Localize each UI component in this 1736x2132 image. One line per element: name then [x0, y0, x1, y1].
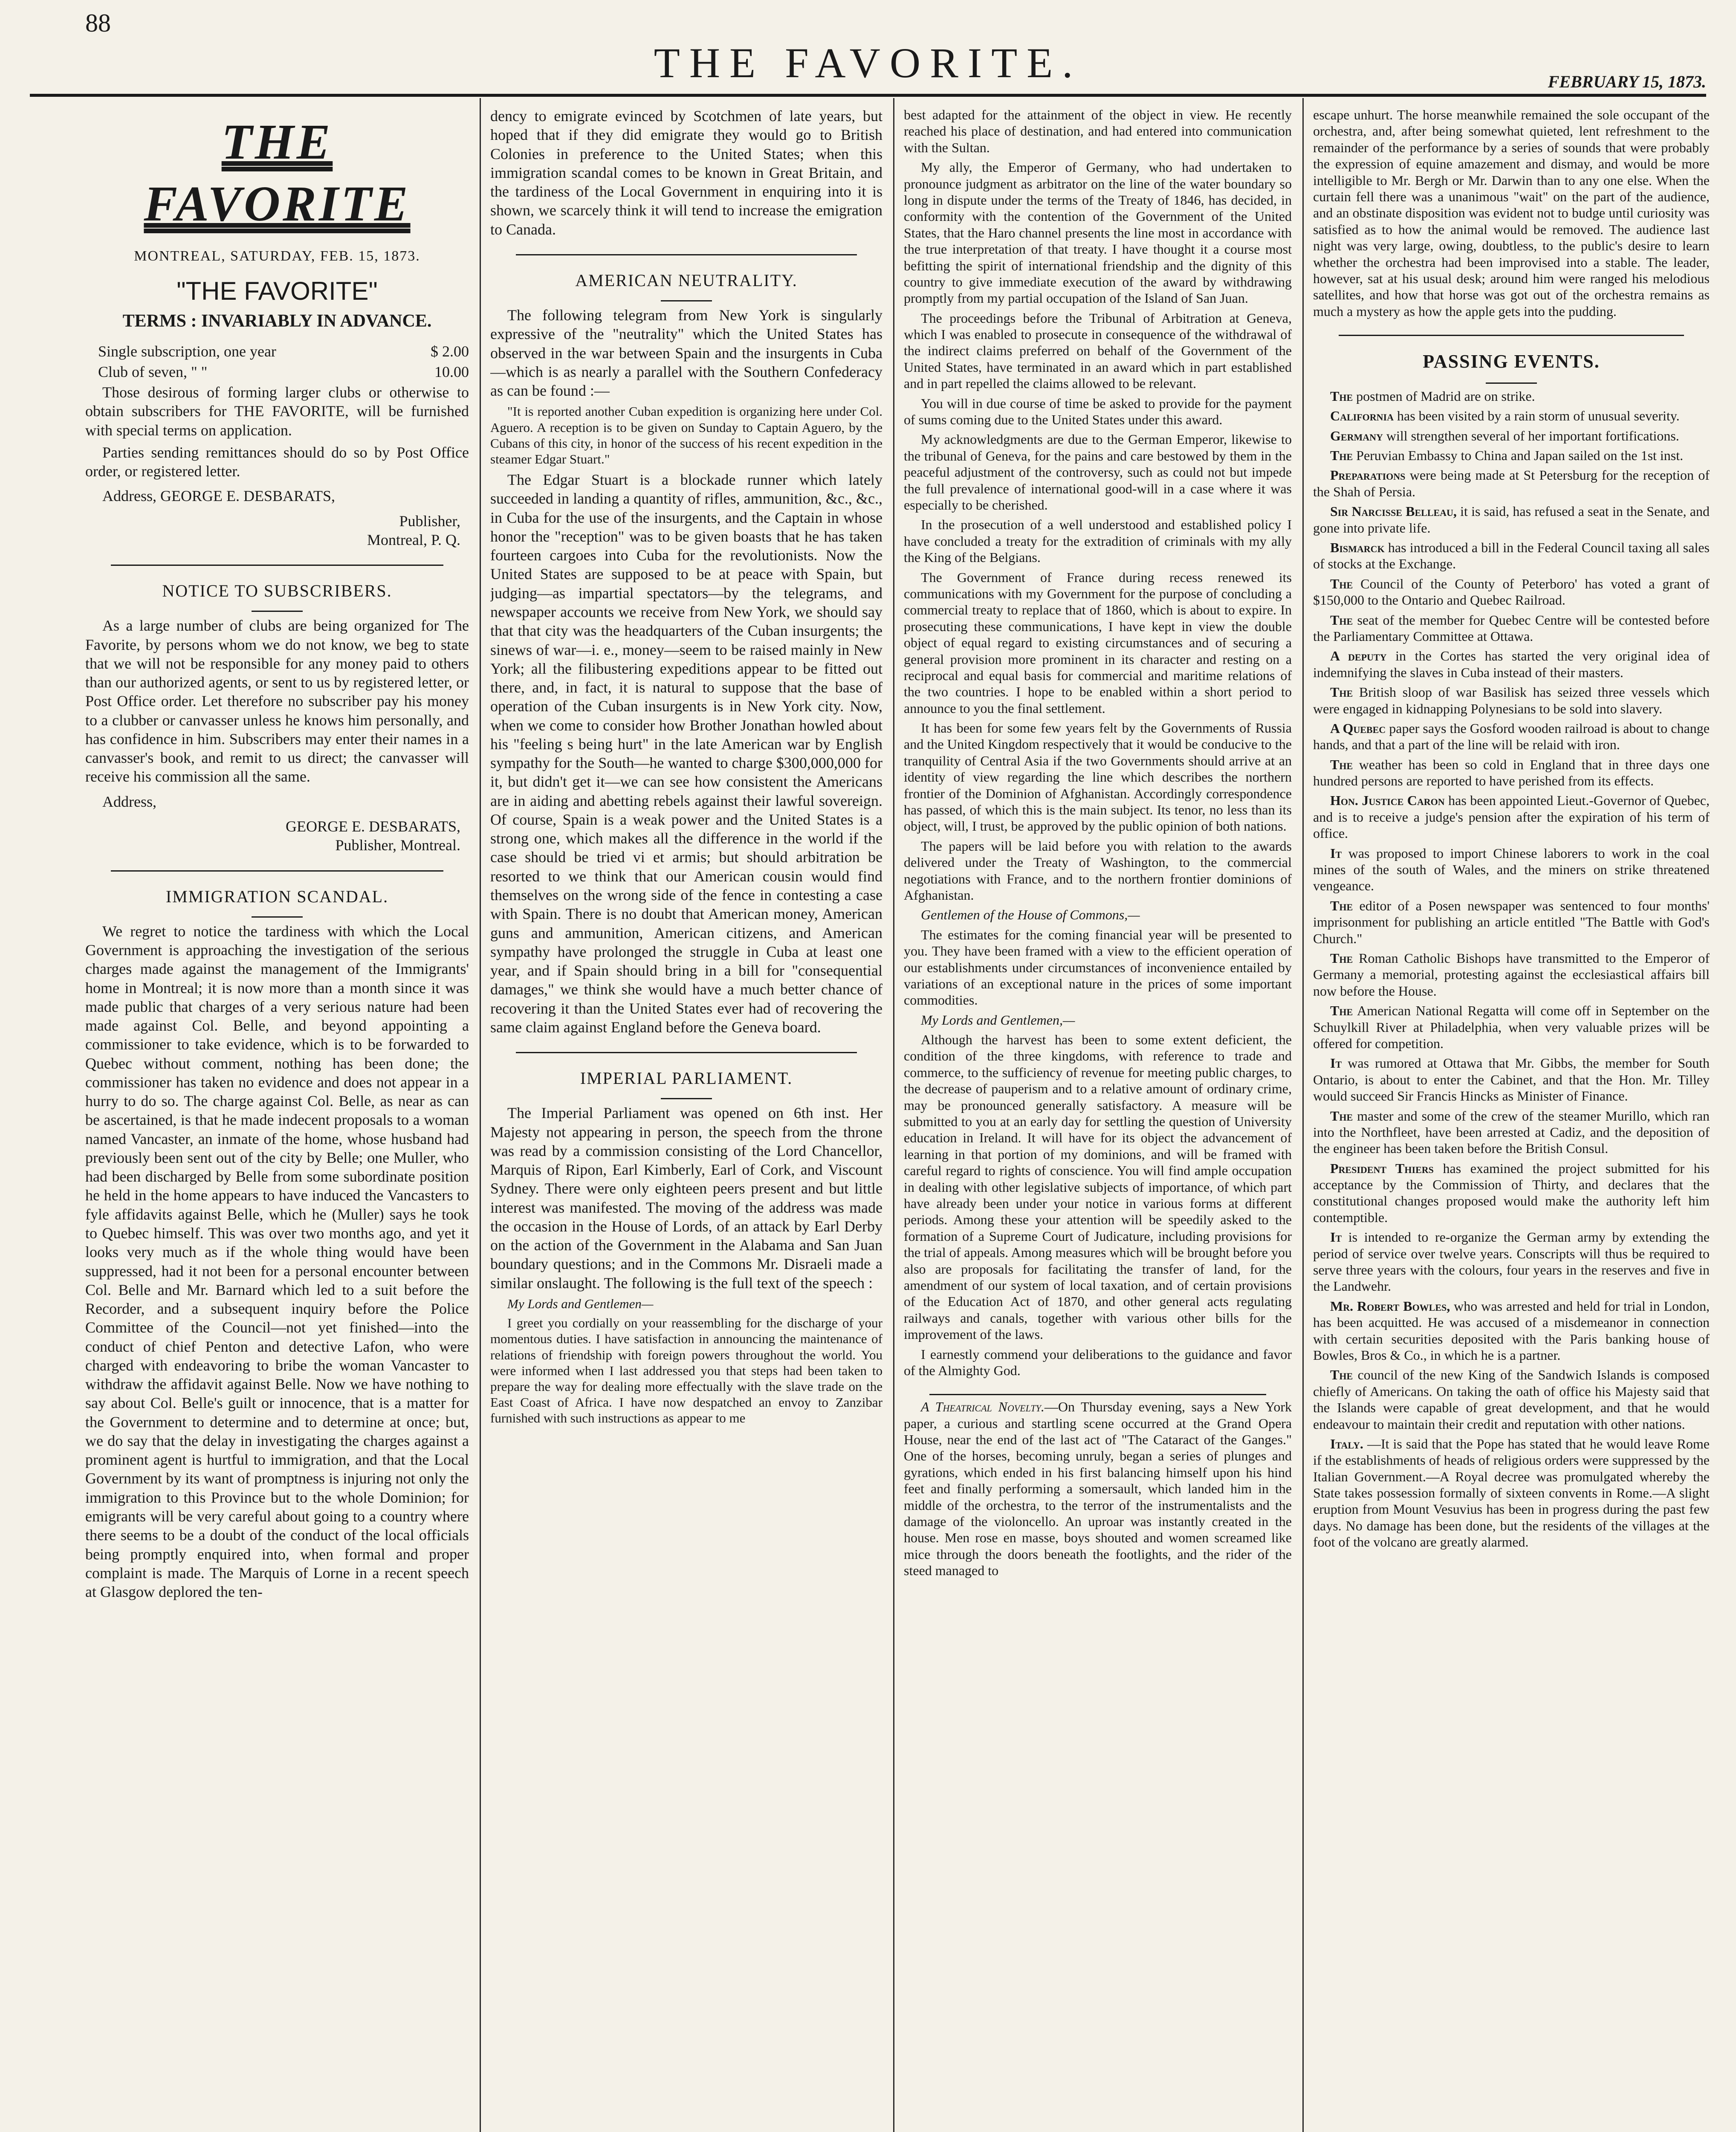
parliament-intro: The Imperial Parliament was opened on 6th inst. Her Majesty not appearing in person, the speech from the throne was read by a commission consisting of the Lord Chancellor, Marquis of Ripon, Earl Kimberly, Earl of Cork, and Viscount Sydney. There were only eighteen peers present and but little interest was manifested. The moving of the address was made the occasion in the House of Lords, of an attack by Earl Derby on the action of the Government in the Alabama and San Juan boundary questions; and in the Commons Mr. Disraeli made a similar onslaught. The following is the full text of the speech : — [490, 1104, 882, 1292]
publisher-city: Montreal, P. Q. — [367, 531, 460, 548]
address-label: Address, GEORGE E. DESBARATS, — [102, 487, 336, 505]
event-text: council of the new King of the Sandwich Islands is composed chiefly of Americans. On taking the oath of office his Majesty said that the Islands were capable of great development, and that he would endeavour to maintain their credit and reputation with other nations. — [1313, 1367, 1710, 1432]
event-lead: A Quebec — [1330, 720, 1386, 736]
section-divider — [111, 870, 443, 872]
event-item — [1313, 756, 1710, 789]
theatrical-paragraph — [904, 1399, 1292, 1579]
event-item — [1313, 428, 1710, 444]
immigration-heading: IMMIGRATION SCANDAL. — [165, 886, 389, 906]
event-text: paper says the Gosford wooden railroad is about to change hands, and that a part of the line will be relaid with iron. — [1313, 720, 1710, 753]
neutrality-quote: "It is reported another Cuban expedition is organizing here under Col. Aguero. A reception is to be given on Sunday to Captain Aguero, by the Cubans of this city, in honor of the success of his recent expedition in the steamer Edgar Stuart." — [490, 404, 882, 466]
speech-paragraph: It has been for some few years felt by the Governments of Russia and the United Kingdom respectively that it would be conducive to the tranquility of Central Asia if the two Governments should arrive at an identity of view regarding the line which describes the northern frontier of the Dominion of Afghanistan. Accordingly correspondence has passed, of which this is the main subject. Its tenor, no less than its object, will, I trust, be approved by the public opinion of both nations. — [904, 720, 1292, 834]
theatrical-continuation: escape unhurt. The horse meanwhile remained the sole occupant of the orchestra, and, after being somewhat quieted, lent refreshment to the remainder of the performance by a series of sounds that were probably the expression of equine amazement and dismay, and would be more intelligible to Mr. Bergh or Mr. Darwin than to any one else. When the curtain fell there was a unanimous "wait" on the part of the audience, and an obstinate disposition was evident not to budge until curiosity was satisfied as to how the animal would be removed. The audience last night was very large, owing, doubtless, to the public's desire to learn whether the orchestra had been improvised into a stable. The leader, however, sat at his usual desk; around him were ranged his melodious satellites, and how that horse was got out of the orchestra remains as much a mystery as how the apple gets into the pudding. — [1313, 107, 1710, 319]
event-text: Council of the County of Peterboro' has voted a grant of $150,000 to the Ontario and Quebec Railroad. — [1313, 576, 1710, 608]
event-lead: The — [1330, 448, 1353, 463]
immigration-continuation: dency to emigrate evinced by Scotchmen of late years, but hoped that if they did emigrate they would go to British Colonies in preference to the United States; when this immigration scandal comes to be known in Great Britain, and the tardiness of the Local Government in enquiring into it is shown, we scarcely think it will tend to increase the emigration to Canada. — [490, 107, 882, 238]
commons-salutation: Gentlemen of the House of Commons,— — [921, 907, 1140, 923]
clubs-paragraph: Those desirous of forming larger clubs or otherwise to obtain subscribers for THE FAVORITE, will be furnished with special terms on application. — [85, 384, 469, 439]
event-item — [1313, 1002, 1710, 1052]
event-text: American National Regatta will come off in September on the Schuylkill River at Philadelphia, when very valuable prizes will be offered for competition. — [1313, 1003, 1710, 1051]
event-text: has examined the project submitted for his acceptance by the Commission of Thirty, and declares that the constitutional changes proposed would make the authority left him contemptible. — [1313, 1160, 1710, 1225]
column-1 — [85, 107, 469, 2132]
event-item — [1313, 408, 1710, 424]
speech-paragraph: The Government of France during recess renewed its communications with my Government for the purpose of concluding a commercial treaty to replace that of 1860, which is about to expire. In prosecuting these communications, I have kept in view the double object of equal regard to existing circumstances and of securing a general provision more prominent in its character and resting on a reciprocal and equal basis for commercial and maritime relations of the two countries. I hope to be enabled within a short period to announce to you the final settlement. — [904, 569, 1292, 716]
event-text: weather has been so cold in England that in three days one hundred persons are reported to have perished from its effects. — [1313, 756, 1710, 789]
event-item — [1313, 1108, 1710, 1157]
event-lead: The — [1330, 1108, 1353, 1124]
event-item — [1313, 845, 1710, 894]
event-item — [1313, 539, 1710, 572]
column-divider — [1302, 98, 1304, 2132]
event-text: it is said, has refused a seat in the Senate, and gone into private life. — [1313, 504, 1710, 536]
price-value: 10.00 — [434, 363, 469, 380]
event-lead: The — [1330, 684, 1353, 700]
running-title: THE FAVORITE. — [654, 39, 1082, 87]
neutrality-heading: AMERICAN NEUTRALITY. — [575, 270, 798, 290]
price-label: Club of seven, " " — [98, 363, 208, 380]
event-text: postmen of Madrid are on strike. — [1353, 388, 1535, 404]
event-lead: The — [1330, 388, 1353, 404]
event-text: in the Cortes has started the very original idea of indemnifying the slaves in Cuba instead of their masters. — [1313, 648, 1710, 680]
event-item — [1313, 612, 1710, 645]
lords-paragraph: Although the harvest has been to some extent deficient, the condition of the three kingdoms, with reference to trade and commerce, to the sufficiency of revenue for meeting public charges, to the decrease of pauperism and to a relative amount of ordinary crime, may be pronounced generally satisfactory. A measure will be submitted to you at an early day for settling the question of University education in Ireland. It will have for its object the advancement of learning in that portion of my dominions, and will be framed with careful regard to rights of conscience. You will find ample occupation in dealing with other legislative subjects of importance, of which part have already been under your notice in various forms at different periods. Among these your attention will be speedily asked to the formation of a Supreme Court of Judicature, including provisions for the trial of appeals. Among measures which will be brought before you also are proposals for facilitating the transfer of land, for the amendment of our system of local taxation, and of certain provisions of the Education Act of 1870, and other general acts regulating railways and canals, together with various other bills for the improvement of the laws. — [904, 1032, 1292, 1342]
event-item — [1313, 388, 1710, 404]
speech-paragraph: My acknowledgments are due to the German Emperor, likewise to the tribunal of Geneva, for the pains and care bestowed by them in the peaceful adjustment of the controversy, such as could not but impede the full prevalence of international good-will in a case where it was especially to be cherished. — [904, 432, 1292, 513]
event-text: was proposed to import Chinese laborers to work in the coal mines of the south of Wales, and the miners on strike threatened vengeance. — [1313, 845, 1710, 894]
event-item — [1313, 1436, 1710, 1550]
theatrical-lead: A Theatrical Novelty. — [921, 1399, 1044, 1415]
event-item — [1313, 503, 1710, 536]
column-divider — [893, 98, 894, 2132]
price-row — [98, 362, 469, 381]
event-item — [1313, 1160, 1710, 1226]
event-item — [1313, 1298, 1710, 1364]
column-2 — [490, 107, 882, 2132]
event-lead: The — [1330, 898, 1353, 913]
event-item — [1313, 1367, 1710, 1432]
remittance-paragraph: Parties sending remittances should do so by Post Office order, or registered letter. — [85, 443, 469, 480]
heading-rule — [252, 916, 303, 918]
publication-name: "THE FAVORITE" — [176, 277, 378, 306]
terms-heading: TERMS : INVARIABLY IN ADVANCE. — [122, 311, 432, 331]
lords-salutation: My Lords and Gentlemen,— — [921, 1012, 1075, 1028]
column-3 — [904, 107, 1292, 2132]
event-lead: Sir Narcisse Belleau, — [1330, 504, 1457, 519]
masthead-logo: THE FAVORITE — [144, 114, 411, 232]
event-item — [1313, 447, 1710, 463]
neutrality-intro: The following telegram from New York is singularly expressive of the "neutrality" which the United States has observed in the war between Spain and the insurgents in Cuba—which is as nearly a parallel with the Southern Confederacy as can be found :— — [490, 307, 882, 400]
event-item — [1313, 720, 1710, 753]
commons-paragraph: The estimates for the coming financial year will be presented to you. They have been framed with a view to the efficient operation of our establishments under circumstances of inconvenience entailed by variations of an exceptional nature in the prices of some important commodities. — [904, 927, 1292, 1008]
column-4 — [1313, 107, 1710, 2132]
event-lead: A deputy — [1330, 648, 1387, 664]
event-lead: California — [1330, 408, 1394, 424]
event-lead: The — [1330, 1003, 1353, 1019]
event-lead: It — [1330, 1229, 1342, 1245]
column-divider — [480, 98, 481, 2132]
heading-rule — [252, 611, 303, 612]
event-item — [1313, 950, 1710, 999]
event-text: Roman Catholic Bishops have transmitted to the Emperor of Germany a memorial, protesting against the ecclesiastical affairs bill now before the House. — [1313, 950, 1710, 999]
speech-paragraph: best adapted for the attainment of the object in view. He recently reached his place of destination, and had entered into communication with the Sultan. — [904, 107, 1292, 155]
price-row — [98, 342, 469, 361]
event-lead: Hon. Justice Caron — [1330, 793, 1445, 808]
section-divider — [929, 1394, 1266, 1395]
immigration-paragraph: We regret to notice the tardiness with which the Local Government is approaching the investigation of the serious charges made against the management of the Immigrants' home in Montreal; it is now more than a month since it was made public that charges of a very serious nature had been made against Col. Belle, and beyond appointing a commissioner to take evidence, which is to be forwarded to Quebec without comment, nothing has been done; the commissioner has taken no evidence and does not appear in a hurry to do so. The charge against Col. Belle, as near as can be ascertained, is that he made indecent proposals to a woman named Vancaster, an inmate of the home, whose husband had previously been sent out of the city by Belle; one Muller, who had been discharged by Belle from some subordinate position he held in the home appears to have induced the Vancasters to fyle affidavits against Belle, which he (Muller) says he took to Quebec himself. This was over two months ago, and yet it looks very much as if the whole thing would have been suppressed, had it not been for a personal encounter between Col. Belle and Mr. Barnard which led to a suit before the Recorder, and a subsequent inquiry before the Police Committee of the Council—not yet finished—into the conduct of chief Penton and detective Lafon, who were charged with endeavoring to bribe the woman Vancaster to withdraw the affidavit against Belle. Now we have nothing to say about Col. Belle's guilt or innocence, that is a matter for the Government to determine and to determine at once; but, we do say that the delay in investigating the charges against a prominent agent is hurtful to immigration, and that the Local Government by its want of promptness is injuring not only the immigration to this Province but to the whole Dominion; for emigrants will be very careful about going to a country where there seems to be a doubt of the conduct of the local officials being promptly enquired into, when formal and proper complaint is made. The Marquis of Lorne in a recent speech at Glasgow deplored the ten- — [85, 922, 469, 1601]
event-text: editor of a Posen newspaper was sentenced to four months' imprisonment for publishing an article entitled "The Battle with God's Church." — [1313, 898, 1710, 946]
header-rule — [30, 94, 1706, 97]
price-label: Single subscription, one year — [98, 342, 276, 360]
speech-paragraph: In the prosecution of a well understood and established policy I have concluded a treaty for the extradition of criminals with my ally the King of the Belgians. — [904, 517, 1292, 565]
event-lead: It — [1330, 845, 1342, 861]
notice-address-label: Address, — [102, 793, 156, 810]
publisher-role: Publisher, — [399, 512, 460, 530]
event-text: was rumored at Ottawa that Mr. Gibbs, the member for South Ontario, is about to enter the Cabinet, and that the Hon. Mr. Tilley would succeed Sir Francis Hincks as Minister of Finance. — [1313, 1055, 1710, 1104]
publisher-name: GEORGE E. DESBARATS, — [160, 487, 336, 505]
event-text: will strengthen several of her important fortifications. — [1383, 428, 1679, 443]
passing-events-list — [1313, 388, 1710, 1550]
page-number: 88 — [85, 9, 111, 37]
event-lead: The — [1330, 950, 1353, 966]
event-text: is intended to re-organize the German army by extending the period of service over twelve years. Conscripts will thus be required to serve three years with the colours, four years in the reserves and five in the Landwehr. — [1313, 1229, 1710, 1294]
event-lead: Preparations — [1330, 467, 1406, 483]
section-divider — [516, 254, 857, 255]
event-text: Peruvian Embassy to China and Japan sailed on the 1st inst. — [1353, 448, 1684, 463]
event-item — [1313, 467, 1710, 500]
event-text: —It is said that the Pope has stated that he would leave Rome if the establishments of heads of religious orders were suppressed by the Italian Government.—A Royal decree was promulgated whereby the State takes possession formally of sixteen convents in Rome.—A slight eruption from Mount Vesuvius has been in progress during the past few days. No damage has been done, but the residents of the villages at the foot of the volcano are greatly alarmed. — [1313, 1436, 1710, 1550]
page-header — [0, 0, 1736, 98]
event-text: has introduced a bill in the Federal Council taxing all sales of stocks at the Exchange. — [1313, 540, 1710, 572]
event-lead: The — [1330, 1367, 1353, 1383]
notice-publisher-name: GEORGE E. DESBARATS, — [285, 818, 460, 835]
section-divider — [1339, 335, 1684, 336]
price-value: $ 2.00 — [431, 342, 469, 360]
event-lead: Bismarck — [1330, 540, 1385, 555]
theatrical-text: —On Thursday evening, says a New York paper, a curious and startling scene occurred at the Grand Opera House, near the end of the last act of "The Cataract of the Ganges." One of the horses, becoming unruly, began a series of plunges and gyrations, which ended in his first balancing himself upon his hind feet and finally performing a somersault, which landed him in the middle of the orchestra, to the terror of the instrumentalists and the damage of the violoncello. An uproar was instantly created in the house. Men rose en masse, boys shouted and women screamed like mice through the doors beneath the footlights, and the rider of the steed managed to — [904, 1399, 1292, 1579]
issue-date: FEBRUARY 15, 1873. — [1548, 72, 1706, 91]
speech-paragraph: The proceedings before the Tribunal of Arbitration at Geneva, which I was enabled to prosecute in consequence of the withdrawal of the indirect claims preferred on behalf of the Government of the United States, have terminated in an award which in part established and in part repelled the claims allowed to be relevant. — [904, 310, 1292, 391]
event-text: who was arrested and held for trial in London, has been acquitted. He was accused of a misdemeanor in connection with certain securities deposited with the Paris banking house of Bowles, Bros & Co., in which he is a partner. — [1313, 1298, 1710, 1363]
speech-paragraph: You will in due course of time be asked to provide for the payment of sums coming due to the United States under this award. — [904, 395, 1292, 428]
section-divider — [111, 565, 443, 566]
event-text: British sloop of war Basilisk has seized three vessels which were engaged in kidnapping Polynesians to be sold into slavery. — [1313, 684, 1710, 716]
parliament-heading: IMPERIAL PARLIAMENT. — [580, 1069, 793, 1088]
event-text: master and some of the crew of the steamer Murillo, which ran into the Northfleet, have been arrested at Cadiz, and the deposition of the engineer has been taken before the British Consul. — [1313, 1108, 1710, 1156]
event-item — [1313, 684, 1710, 717]
event-lead: Mr. Robert Bowles, — [1330, 1298, 1450, 1314]
speech-paragraph: My ally, the Emperor of Germany, who had undertaken to pronounce judgment as arbitrator on the line of the water boundary so long in dispute under the terms of the Treaty of 1846, has decided, in conformity with the contention of the Government of the United States, that the Haro channel presents the line most in accordance with the true interpretation of that treaty. I have thought it a course most befitting the spirit of international friendship and the dignity of this country to give immediate execution of the award by withdrawing promptly from my partial occupation of the Island of San Juan. — [904, 159, 1292, 306]
event-lead: It — [1330, 1055, 1342, 1071]
speech-paragraph: I greet you cordially on your reassembling for the discharge of your momentous duties. I have satisfaction in announcing the maintenance of relations of friendship with foreign powers throughout the world. You were informed when I last addressed you that steps had been taken to prepare the way for dealing more effectually with the slave trade on the East Coast of Africa. I have now despatched an envoy to Zanzibar furnished with such instructions as appear to me — [490, 1315, 882, 1426]
event-item — [1313, 792, 1710, 841]
notice-heading: NOTICE TO SUBSCRIBERS. — [162, 581, 392, 601]
neutrality-body: The Edgar Stuart is a blockade runner which lately succeeded in landing a quantity of rifles, ammunition, &c., &c., in Cuba for the use of the insurgents, and the Captain in whose honor the "reception" was to be given boasts that he has taken fourteen cargoes into Cuba for the revolutionists. Now the United States are supposed to be at peace with Spain, but judging—as impartial spectators—by the telegrams, and newspaper accounts we receive from New York, we should say that that city was the headquarters of the Cuban insurgents; the sinews of war—i. e., money—seem to be raised mainly in New York; all the filibustering expeditions appear to be fitted out there, and, in fact, it is natural to suppose that the base of operation of the Cuban insurgents is in New York city. Now, when we come to consider how Brother Jonathan howled about his "feeling s being hurt" in the late American war by English sympathy for the South—he wanted to charge $300,000,000 for it, but didn't get it—we can see how consistent the Americans are in aiding and abetting rebels against their lawful sovereign. Of course, Spain is a weak power and the United States is a strong one, which makes all the difference in the world if the case should be tried vi et armis; but should arbitration be resorted to we think that our American cousin would find themselves on the wrong side of the fence in contesting a case with Spain. There is no doubt that American money, American guns and ammunition, American citizens, and American sympathy have prolonged the struggle in Cuba at least one year, and if Spain should bring in a bill for "consequential damages," we think she would have a much better chance of recovering it than the United States ever had of recovering the same claim against England before the Geneva board. — [490, 471, 882, 1036]
lords-paragraph: I earnestly commend your deliberations to the guidance and favor of the Almighty God. — [904, 1346, 1292, 1378]
notice-body: As a large number of clubs are being organized for The Favorite, by persons whom we do not know, we beg to state that we will not be responsible for any money paid to others than our authorized agents, or sent to us by registered letter, or Post Office order. Let therefore no subscriber pay his money to a clubber or canvasser unless he knows him personally, and has confidence in him. Subscribers may enter their names in a canvasser's book, and remit to us direct; the canvasser will receive his commission all the same. — [85, 617, 469, 785]
event-text: has been appointed Lieut.-Governor of Quebec, and is to receive a judge's pension after the expiration of his term of office. — [1313, 793, 1710, 841]
notice-publisher-role: Publisher, Montreal. — [335, 837, 460, 854]
event-text: were being made at St Petersburg for the reception of the Shah of Persia. — [1313, 467, 1710, 499]
heading-rule — [661, 300, 712, 301]
event-item — [1313, 1055, 1710, 1104]
section-divider — [516, 1052, 857, 1053]
event-text: has been visited by a rain storm of unusual severity. — [1394, 408, 1680, 424]
event-text: seat of the member for Quebec Centre will be contested before the Parliamentary Committee at Ottawa. — [1313, 612, 1710, 644]
heading-rule — [1486, 382, 1537, 384]
event-lead: Italy. — [1330, 1436, 1363, 1451]
event-lead: The — [1330, 756, 1353, 772]
event-lead: The — [1330, 612, 1353, 628]
event-lead: The — [1330, 576, 1353, 591]
event-item — [1313, 576, 1710, 608]
speech-paragraph: The papers will be laid before you with relation to the awards delivered under the Treaty of Washington, to the commercial negotiations with France, and to the northern frontier dominions of Afghanistan. — [904, 838, 1292, 903]
speech-salutation: My Lords and Gentlemen— — [507, 1296, 654, 1311]
heading-rule — [661, 1098, 712, 1099]
dateline: MONTREAL, SATURDAY, FEB. 15, 1873. — [134, 248, 420, 264]
event-lead: President Thiers — [1330, 1160, 1434, 1176]
event-item — [1313, 1229, 1710, 1295]
notice-address — [85, 817, 460, 855]
publisher-address — [85, 512, 460, 550]
passing-events-heading: PASSING EVENTS. — [1423, 351, 1600, 372]
event-item — [1313, 648, 1710, 681]
event-lead: Germany — [1330, 428, 1383, 443]
event-item — [1313, 898, 1710, 947]
